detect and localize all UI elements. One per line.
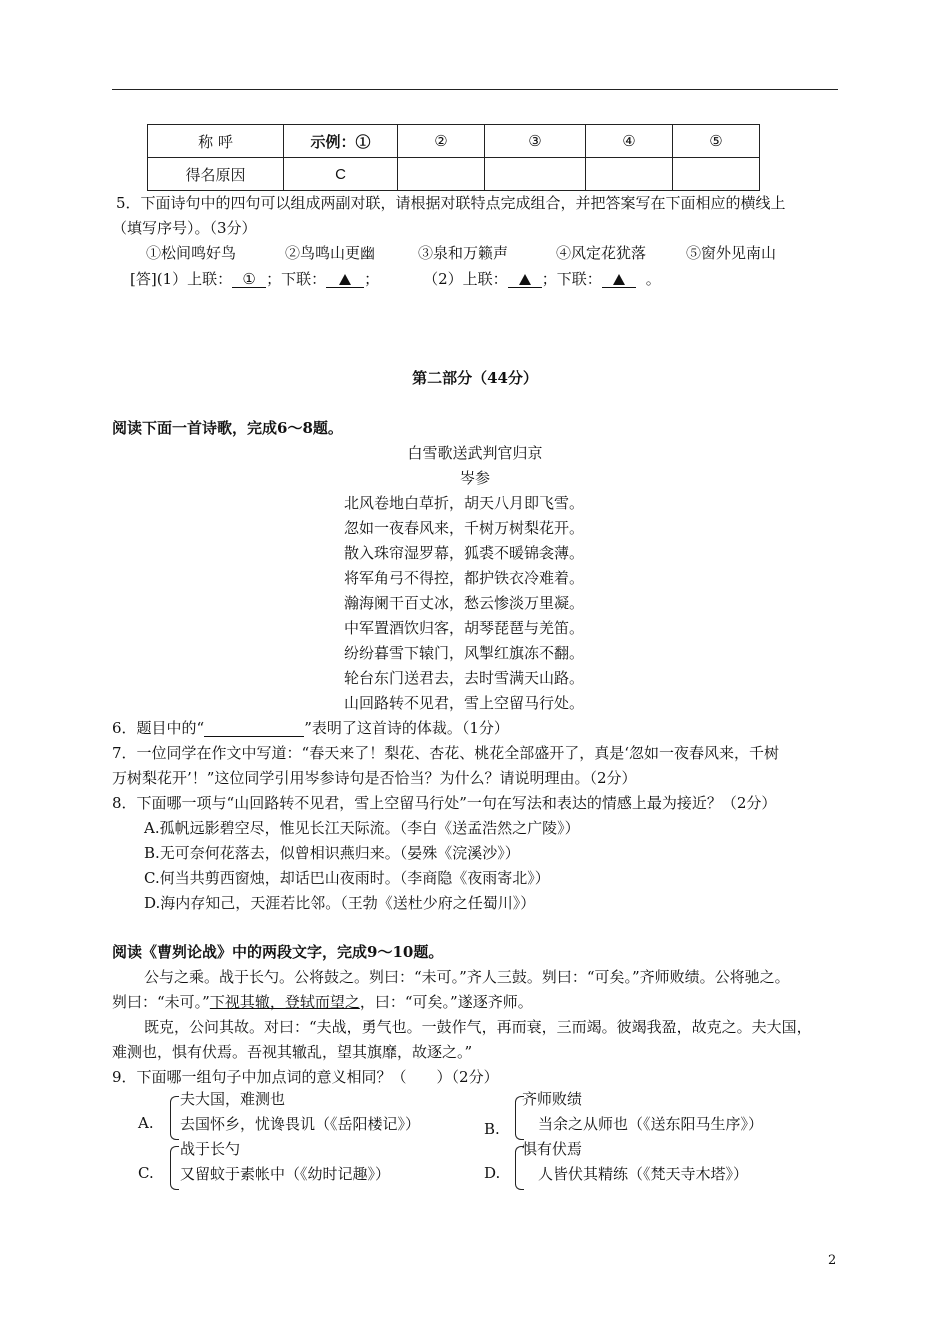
q9-a-sentence1: 夫大国，难测也 xyxy=(180,1090,286,1108)
answer-text: ； xyxy=(364,270,380,288)
q9-b-sentence1: 齐师败绩 xyxy=(522,1090,583,1108)
q9-d-sentence2: 人皆伏其精练（《梵天寺木塔》） xyxy=(538,1165,749,1183)
q8-stem: 8．下面哪一项与“山回路转不见君，雪上空留马行处”一句在写法和表达的情感上最为接近？（2分） xyxy=(112,794,777,812)
q6-answer-blank[interactable] xyxy=(204,721,304,737)
prose-text: 刿曰：“未可。” xyxy=(112,993,210,1011)
q5-answer-line xyxy=(130,272,661,288)
table-cell[interactable] xyxy=(485,158,586,191)
answer-label: [答](1）上联： xyxy=(130,270,233,288)
q9-b-sentence2: 当余之从师也（《送东阳马生序》） xyxy=(538,1115,764,1133)
table-row xyxy=(148,125,760,158)
answer-text: 。 xyxy=(645,270,661,288)
q9-option-d-label[interactable]: D. xyxy=(484,1164,501,1182)
poem-line: 中军置酒饮归客，胡琴琵琶与羌笛。 xyxy=(344,619,585,637)
page-number: 2 xyxy=(828,1253,837,1268)
answer-blank[interactable] xyxy=(602,272,636,288)
table-cell: 称 呼 xyxy=(148,125,284,158)
q9-option-c-label[interactable]: C. xyxy=(138,1164,154,1182)
poem-line: 北风卷地白草折，胡天八月即飞雪。 xyxy=(344,494,585,512)
poem-line: 忽如一夜春风来，千树万树梨花开。 xyxy=(344,519,585,537)
poem-title: 白雪歌送武判官归京 xyxy=(407,444,543,462)
poem-intro: 阅读下面一首诗歌，完成6～8题。 xyxy=(112,419,343,437)
table-cell: 示例：① xyxy=(284,125,398,158)
prose-text: ，曰：“可矣。”遂逐齐师。 xyxy=(359,993,533,1011)
q9-option-b-label[interactable]: B. xyxy=(484,1120,500,1138)
prose-intro: 阅读《曹刿论战》中的两段文字，完成9～10题。 xyxy=(112,943,444,961)
q9-a-sentence2: 去国怀乡，忧谗畏讥（《岳阳楼记》） xyxy=(180,1115,421,1133)
table-cell: ② xyxy=(398,125,485,158)
q8-option-d[interactable]: D.海内存知己，天涯若比邻。（王勃《送杜少府之任蜀川》） xyxy=(144,894,536,912)
table-cell: ③ xyxy=(485,125,586,158)
q5-option: ③泉和万籁声 xyxy=(418,244,509,262)
poem-line: 轮台东门送君去，去时雪满天山路。 xyxy=(344,669,585,687)
q5-stem-line2: （填写序号）。（3分） xyxy=(112,219,257,237)
q6-post: ”表明了这首诗的体裁。（1分） xyxy=(304,719,509,737)
answer-blank[interactable] xyxy=(508,272,542,288)
q5-option: ④风定花犹落 xyxy=(556,244,647,262)
answer-text: （2）上联： xyxy=(423,270,508,288)
q8-option-c[interactable]: C.何当共剪西窗烛，却话巴山夜雨时。（李商隐《夜雨寄北》） xyxy=(144,869,550,887)
q9-option-a-label[interactable]: A. xyxy=(138,1114,154,1132)
name-table xyxy=(147,124,760,191)
triangle-icon xyxy=(613,274,625,285)
q9-c-sentence1: 战于长勺 xyxy=(180,1140,241,1158)
q8-option-a[interactable]: A.孤帆远影碧空尽，惟见长江天际流。（李白《送孟浩然之广陵》） xyxy=(144,819,580,837)
table-row xyxy=(148,158,760,191)
q9-c-sentence2: 又留蚊于素帐中（《幼时记趣》） xyxy=(180,1165,391,1183)
answer-text: ；下联： xyxy=(266,270,327,288)
poem-line: 山回路转不见君，雪上空留马行处。 xyxy=(344,694,585,712)
section-title: 第二部分（44分） xyxy=(412,369,538,387)
q5-stem-line1: 5．下面诗句中的四句可以组成两副对联，请根据对联特点完成组合，并把答案写在下面相应的横线上 xyxy=(116,194,786,212)
table-cell: 得名原因 xyxy=(148,158,284,191)
q5-option: ⑤窗外见南山 xyxy=(686,244,777,262)
q7-line2: 万树梨花开’！”这位同学引用岑参诗句是否恰当？为什么？请说明理由。（2分） xyxy=(112,769,637,787)
table-cell: C xyxy=(284,158,398,191)
q5-option: ②鸟鸣山更幽 xyxy=(285,244,376,262)
table-cell[interactable] xyxy=(586,158,673,191)
triangle-icon xyxy=(519,274,531,285)
brace xyxy=(170,1096,179,1140)
answer-text: ；下联： xyxy=(541,270,602,288)
q9-d-sentence1: 惧有伏焉 xyxy=(522,1140,583,1158)
poem-line: 瀚海阑干百丈冰，愁云惨淡万里凝。 xyxy=(344,594,585,612)
table-cell[interactable] xyxy=(398,158,485,191)
poem-line: 将军角弓不得控，都护铁衣冷难着。 xyxy=(344,569,585,587)
prose-p2-line2: 难测也，惧有伏焉。吾视其辙乱，望其旗靡，故逐之。” xyxy=(112,1043,473,1061)
q6 xyxy=(112,721,509,737)
q9-stem: 9．下面哪一组句子中加点词的意义相同？（ ）（2分） xyxy=(112,1068,499,1086)
answer-blank[interactable]: ① xyxy=(232,272,266,288)
table-cell: ④ xyxy=(586,125,673,158)
table-cell[interactable] xyxy=(673,158,760,191)
q6-pre: 6．题目中的“ xyxy=(112,719,205,737)
q5-option: ①松间鸣好鸟 xyxy=(146,244,237,262)
prose-p1-line2 xyxy=(112,995,533,1010)
poem-line: 纷纷暮雪下辕门，风掣红旗冻不翻。 xyxy=(344,644,585,662)
poem-line: 散入珠帘湿罗幕，狐裘不暖锦衾薄。 xyxy=(344,544,585,562)
underlined-sentence: 下视其辙，登轼而望之 xyxy=(209,993,360,1011)
header-rule xyxy=(112,89,838,90)
prose-p2-line1: 既克，公问其故。对曰：“夫战，勇气也。一鼓作气，再而衰，三而竭。彼竭我盈，故克之。夫大国， xyxy=(144,1018,812,1036)
q7-line1: 7．一位同学在作文中写道：“春天来了！梨花、杏花、桃花全部盛开了，真是‘忽如一夜春风来，千树 xyxy=(112,744,779,762)
answer-blank[interactable] xyxy=(326,272,364,288)
triangle-icon xyxy=(339,274,351,285)
poem-author: 岑参 xyxy=(459,469,490,487)
prose-p1-line1: 公与之乘。战于长勺。公将鼓之。刿曰：“未可。”齐人三鼓。刿曰：“可矣。”齐师败绩。公将驰之。 xyxy=(144,968,790,986)
table-cell: ⑤ xyxy=(673,125,760,158)
brace xyxy=(170,1146,179,1190)
q8-option-b[interactable]: B.无可奈何花落去，似曾相识燕归来。（晏殊《浣溪沙》） xyxy=(144,844,520,862)
